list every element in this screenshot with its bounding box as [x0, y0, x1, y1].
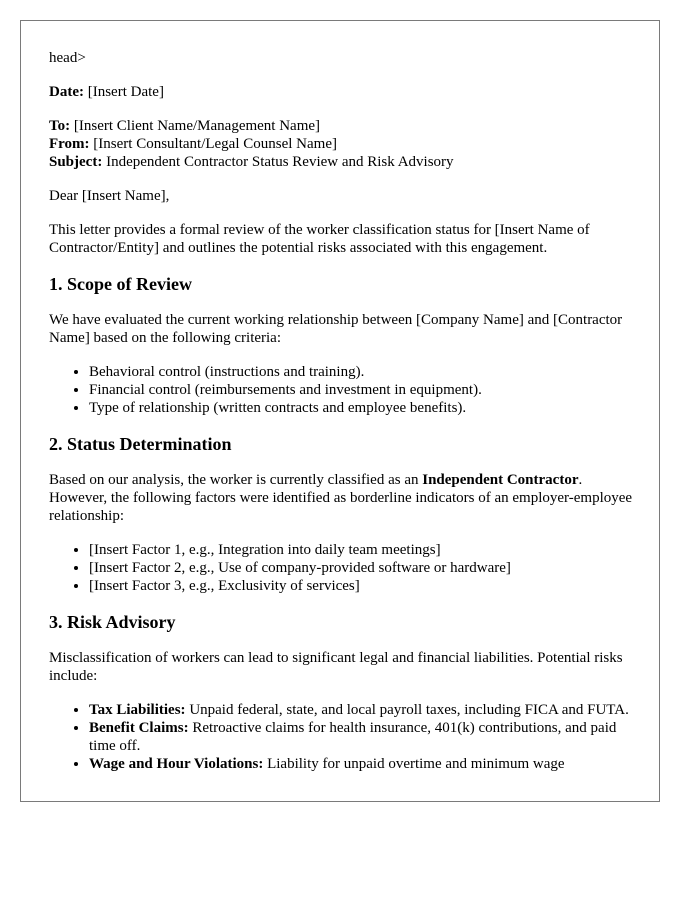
header-block [49, 117, 639, 171]
section-risk-list [49, 701, 639, 773]
date-value: [Insert Date] [83, 84, 164, 100]
list-item: • Financial control (reimbursements and investment in equipment). [89, 381, 639, 399]
letter-page [20, 20, 660, 802]
list-item [89, 719, 639, 755]
subject-label: Subject: [49, 154, 103, 170]
status-intro-after: . However, the following factors were identified as borderline indicators of an employer-employee relationship: [49, 472, 633, 524]
from-value: [Insert Consultant/Legal Counsel Name] [89, 136, 337, 152]
intro-paragraph: This letter provides a formal review of the worker classification status for [Insert Name of Contractor/Entity] and outlines the potential risks associated with this engagement. [49, 222, 590, 256]
section-scope-intro: We have evaluated the current working relationship between [Company Name] and [Contractor Name] based on the following criteria: [49, 312, 623, 346]
risk-item-text: Liability for unpaid overtime and minimum wage [263, 756, 565, 772]
risk-item-text: Retroactive claims for health insurance, 401(k) contributions, and paid time off. [89, 720, 617, 754]
status-intro-before: Based on our analysis, the worker is currently classified as an [49, 472, 423, 488]
section-status-list [49, 541, 639, 595]
date-line [49, 83, 639, 101]
list-item: • Type of relationship (written contracts and employee benefits). [89, 399, 639, 417]
list-item: • [Insert Factor 1, e.g., Integration into daily team meetings] [89, 541, 639, 559]
to-line [49, 117, 639, 135]
risk-item-label: Wage and Hour Violations: [89, 756, 264, 772]
risk-item-text: Unpaid federal, state, and local payroll taxes, including FICA and FUTA. [185, 702, 629, 718]
to-value: [Insert Client Name/Management Name] [70, 118, 321, 134]
from-label: From: [49, 136, 90, 152]
section-scope-heading: 1. Scope of Review [49, 274, 192, 294]
salutation: Dear [Insert Name], [49, 188, 170, 204]
head-fragment-text: head> [49, 50, 86, 66]
list-item: • [Insert Factor 2, e.g., Use of company-provided software or hardware] [89, 559, 639, 577]
from-line [49, 135, 639, 153]
list-item: • [Insert Factor 3, e.g., Exclusivity of services] [89, 577, 639, 595]
subject-line [49, 153, 639, 171]
status-intro-bold: Independent Contractor [422, 472, 579, 488]
date-label: Date: [49, 84, 84, 100]
list-item [89, 755, 639, 773]
to-label: To: [49, 118, 71, 134]
list-item [89, 701, 639, 719]
subject-value: Independent Contractor Status Review and Risk Advisory [102, 154, 454, 170]
section-status-intro [49, 471, 639, 525]
letter-content [49, 49, 639, 789]
risk-item-label: Benefit Claims: [89, 720, 189, 736]
section-risk-intro: Misclassification of workers can lead to significant legal and financial liabilities. Potential risks include: [49, 650, 623, 684]
list-item: • Behavioral control (instructions and training). [89, 363, 639, 381]
section-scope-list [49, 363, 639, 417]
section-status-heading: 2. Status Determination [49, 434, 232, 454]
section-risk-heading: 3. Risk Advisory [49, 612, 176, 632]
risk-item-label: Tax Liabilities: [89, 702, 186, 718]
